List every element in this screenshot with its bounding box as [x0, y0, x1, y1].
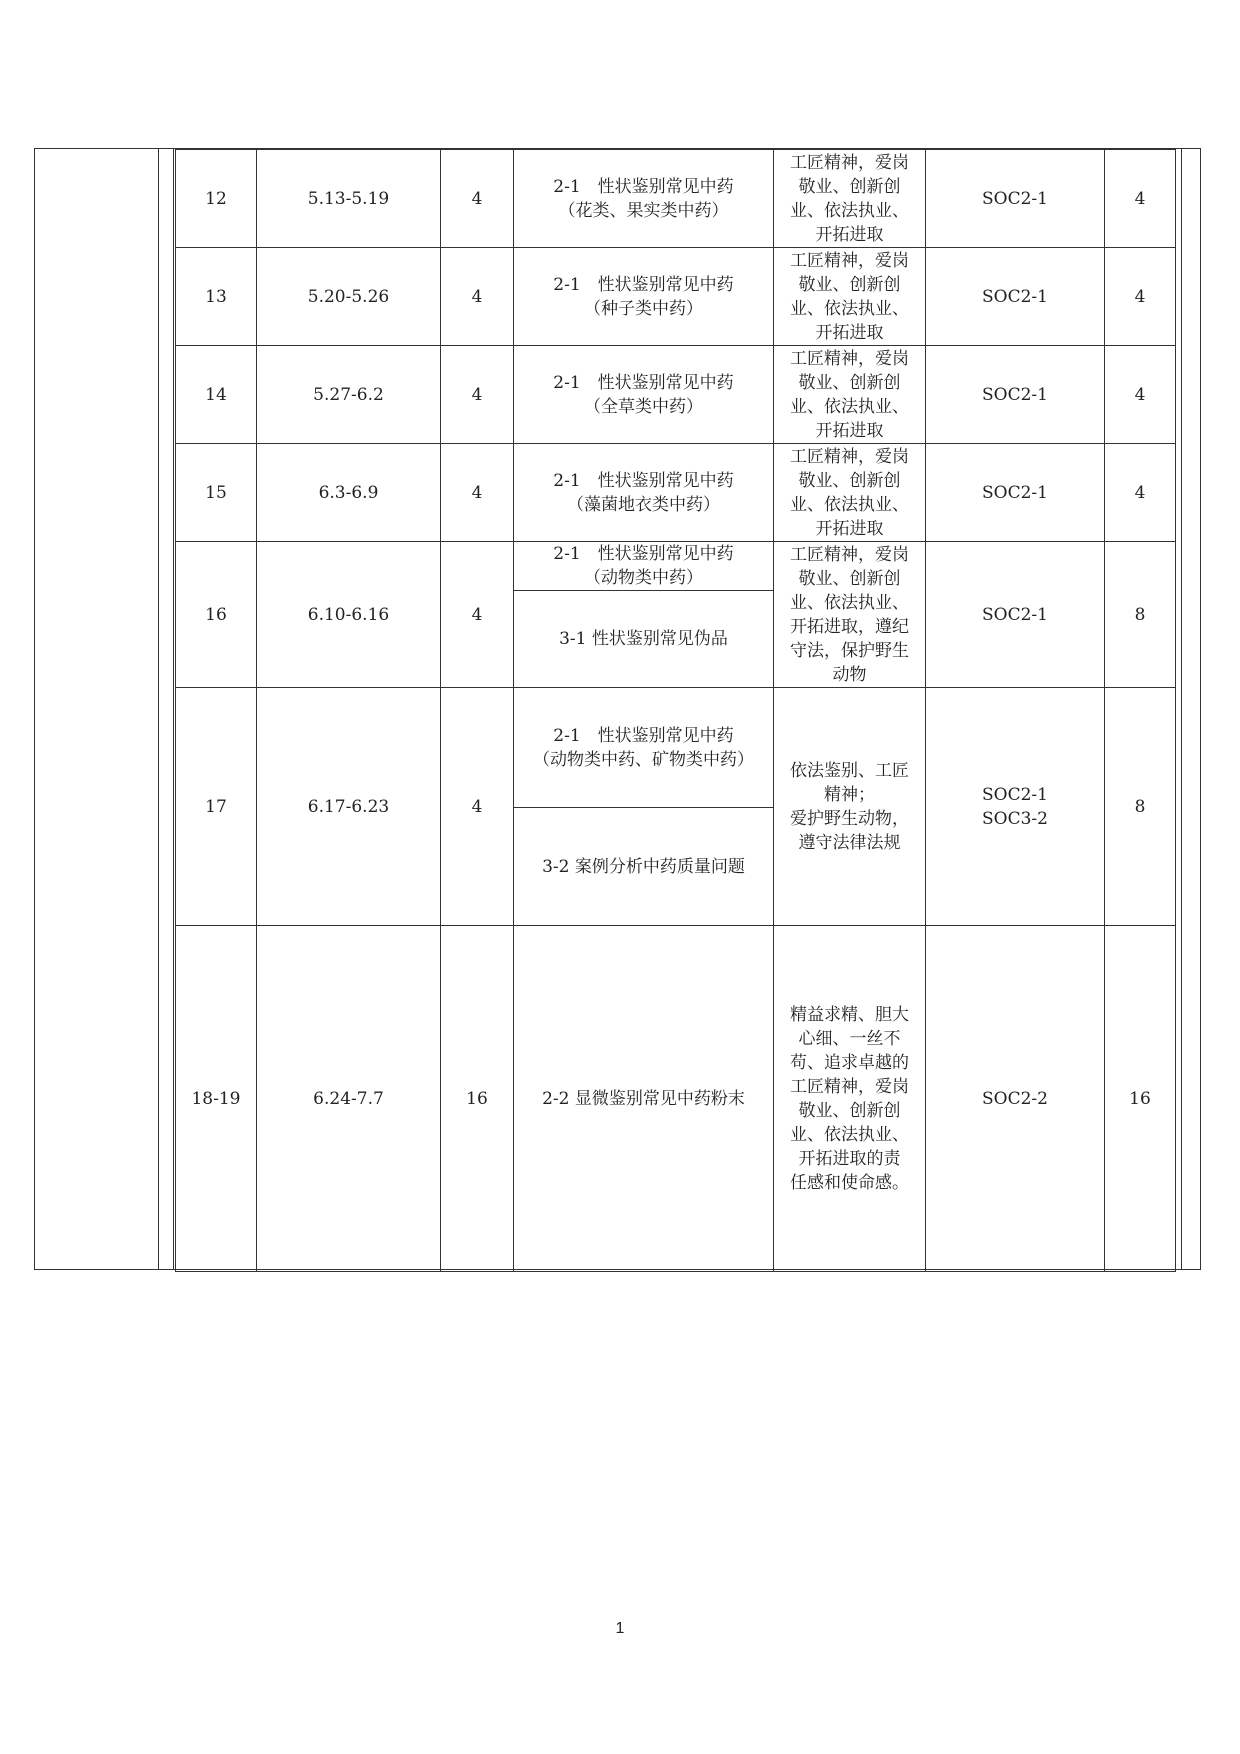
content-cell: 2-2 显微鉴别常见中药粉末: [514, 926, 774, 1272]
content-cell: 2-1 性状鉴别常见中药 （动物类中药）: [514, 542, 774, 591]
hours-cell: 4: [441, 150, 514, 248]
total-hours-cell: 4: [1105, 150, 1176, 248]
inner-table-left-border: [173, 148, 174, 1270]
content-cell: 3-2 案例分析中药质量问题: [514, 808, 774, 926]
content-cell: 2-1 性状鉴别常见中药 （全草类中药）: [514, 346, 774, 444]
table-row: [176, 150, 1176, 248]
table-row: [176, 926, 1176, 1272]
page-number: 1: [615, 1620, 625, 1637]
ideology-cell: 工匠精神，爱岗 敬业、创新创 业、依法执业、 开拓进取: [774, 346, 926, 444]
total-hours-cell: 8: [1105, 542, 1176, 688]
week-cell: 12: [176, 150, 257, 248]
date-range-cell: 6.24-7.7: [257, 926, 441, 1272]
table-row: [176, 248, 1176, 346]
hours-cell: 4: [441, 346, 514, 444]
ideology-cell: 工匠精神，爱岗 敬业、创新创 业、依法执业、 开拓进取: [774, 248, 926, 346]
ideology-cell: 工匠精神，爱岗 敬业、创新创 业、依法执业、 开拓进取，遵纪 守法，保护野生 动物: [774, 542, 926, 688]
hours-cell: 4: [441, 248, 514, 346]
hours-cell: 16: [441, 926, 514, 1272]
objective-cell: SOC2-1: [926, 150, 1105, 248]
teaching-schedule-table: [175, 149, 1176, 1272]
date-range-cell: 5.27-6.2: [257, 346, 441, 444]
total-hours-cell: 16: [1105, 926, 1176, 1272]
date-range-cell: 5.13-5.19: [257, 150, 441, 248]
total-hours-cell: 4: [1105, 444, 1176, 542]
left-column-divider: [158, 148, 159, 1270]
hours-cell: 4: [441, 688, 514, 926]
content-cell: 2-1 性状鉴别常见中药 （藻菌地衣类中药）: [514, 444, 774, 542]
hours-cell: 4: [441, 542, 514, 688]
date-range-cell: 6.3-6.9: [257, 444, 441, 542]
ideology-cell: 工匠精神，爱岗 敬业、创新创 业、依法执业、 开拓进取: [774, 444, 926, 542]
objective-cell: SOC2-2: [926, 926, 1105, 1272]
date-range-cell: 6.10-6.16: [257, 542, 441, 688]
week-cell: 18-19: [176, 926, 257, 1272]
table-row: [176, 346, 1176, 444]
right-column-divider: [1181, 148, 1182, 1270]
content-cell: 2-1 性状鉴别常见中药 （花类、果实类中药）: [514, 150, 774, 248]
objective-cell: SOC2-1: [926, 248, 1105, 346]
objective-cell: SOC2-1: [926, 444, 1105, 542]
week-cell: 13: [176, 248, 257, 346]
total-hours-cell: 4: [1105, 248, 1176, 346]
ideology-cell: 依法鉴别、工匠 精神； 爱护野生动物， 遵守法律法规: [774, 688, 926, 926]
date-range-cell: 6.17-6.23: [257, 688, 441, 926]
week-cell: 17: [176, 688, 257, 926]
total-hours-cell: 4: [1105, 346, 1176, 444]
ideology-cell: 工匠精神，爱岗 敬业、创新创 业、依法执业、 开拓进取: [774, 150, 926, 248]
week-cell: 15: [176, 444, 257, 542]
objective-cell: SOC2-1 SOC3-2: [926, 688, 1105, 926]
week-cell: 16: [176, 542, 257, 688]
week-cell: 14: [176, 346, 257, 444]
total-hours-cell: 8: [1105, 688, 1176, 926]
content-cell: 2-1 性状鉴别常见中药 （种子类中药）: [514, 248, 774, 346]
ideology-cell: 精益求精、胆大 心细、一丝不 苟、追求卓越的 工匠精神，爱岗 敬业、创新创 业、依法执业、 开拓进取的责 任感和使命感。: [774, 926, 926, 1272]
content-cell: 3-1 性状鉴别常见伪品: [514, 591, 774, 688]
hours-cell: 4: [441, 444, 514, 542]
objective-cell: SOC2-1: [926, 542, 1105, 688]
table-row: [176, 444, 1176, 542]
objective-cell: SOC2-1: [926, 346, 1105, 444]
table-row: [176, 688, 1176, 808]
date-range-cell: 5.20-5.26: [257, 248, 441, 346]
table-row: [176, 542, 1176, 591]
content-cell: 2-1 性状鉴别常见中药 （动物类中药、矿物类中药）: [514, 688, 774, 808]
